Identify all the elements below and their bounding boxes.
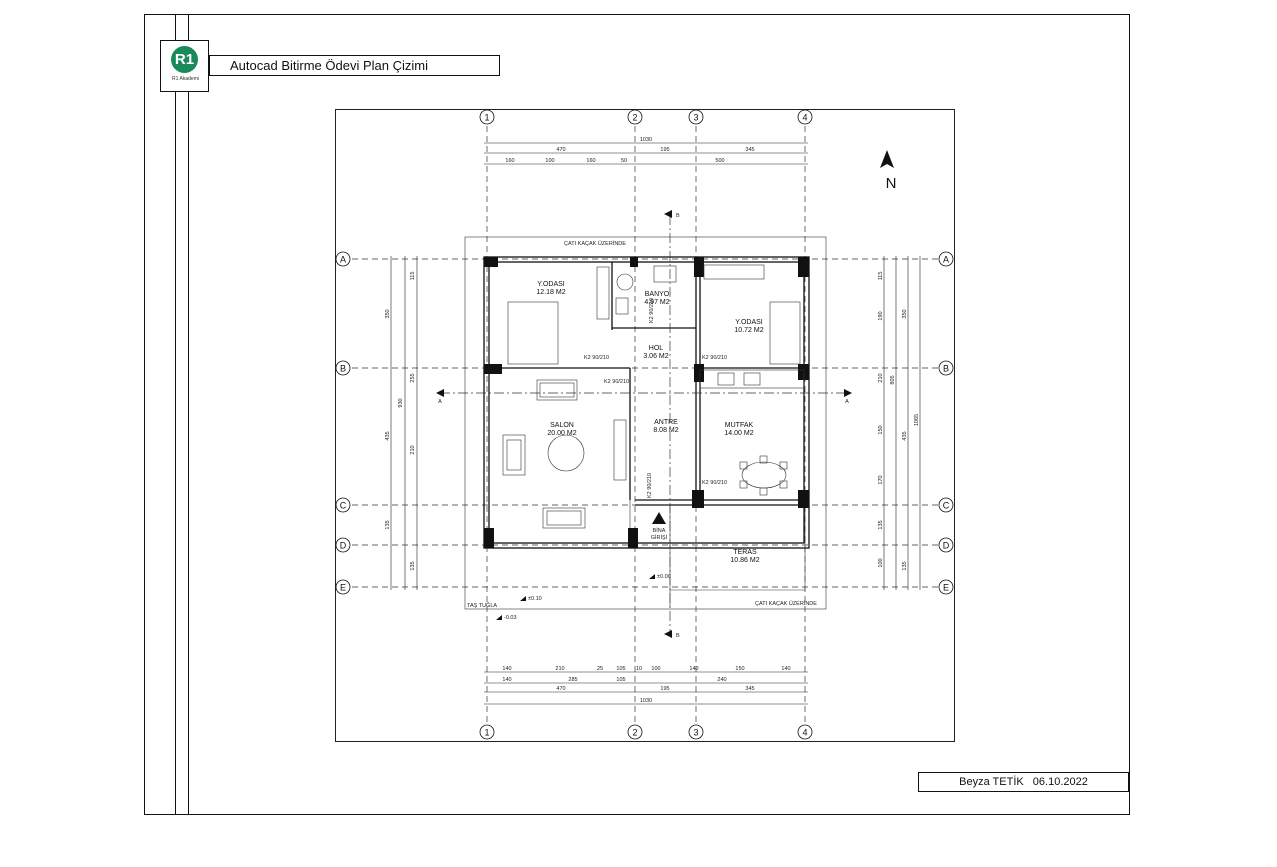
building-entrance — [651, 512, 668, 541]
dim-bottom-detail1-3: 25 — [596, 666, 604, 672]
dim-top-detail-1: 160 — [505, 158, 515, 164]
room-area-terrace: 10.86 M2 — [730, 557, 760, 564]
room-area-bedroom-1: 12.18 M2 — [536, 289, 566, 296]
door-tag: K2 90/210 — [584, 355, 610, 361]
dim-left-a-3: 210 — [410, 445, 416, 455]
dim-top-main-2: 195 — [660, 147, 670, 153]
room-area-bedroom-2: 10.72 M2 — [734, 327, 764, 334]
dim-top-total: 1030 — [639, 137, 653, 143]
section-a-left-label: A — [438, 399, 442, 405]
dim-bottom-main-1: 470 — [556, 686, 566, 692]
column-axis-bubbles — [480, 110, 812, 739]
author-title-block — [918, 772, 1129, 792]
dim-left-b-1: 255 — [410, 373, 416, 383]
dim-bottom-detail1-5: 10 — [635, 666, 643, 672]
elevation-markers — [496, 574, 671, 621]
dim-bottom-detail2-1: 140 — [502, 677, 512, 683]
elevation-marker-icon — [649, 574, 655, 579]
dim-bottom-detail1-4: 105 — [616, 666, 626, 672]
section-marks — [436, 210, 852, 639]
roof-notes — [467, 240, 817, 609]
room-area-kitchen: 14.00 M2 — [724, 430, 754, 437]
room-area-living-room: 20.00 M2 — [547, 430, 577, 437]
axis-label-B-right: B — [942, 363, 950, 374]
drawing-date: 06.10.2022 — [1032, 776, 1088, 788]
drawing-title: Autocad Bitirme Ödevi Plan Çizimi — [209, 55, 500, 76]
room-area-entry: 8.08 M2 — [653, 427, 679, 434]
entrance-label-1: BİNA — [652, 528, 666, 534]
dim-bottom-detail2-2: 285 — [568, 677, 578, 683]
axis-label-B: B — [339, 363, 347, 374]
room-name-hall: HOL — [648, 345, 664, 352]
left-dimensions — [385, 256, 417, 590]
axis-label-2-bottom: 2 — [632, 727, 638, 738]
top-dimensions — [484, 137, 808, 164]
room-name-bedroom-2: Y.ODASI — [735, 319, 763, 326]
dim-right-b-1: 350 — [902, 309, 908, 319]
axis-label-1: 1 — [484, 112, 490, 123]
dim-bottom-detail1-7: 140 — [689, 666, 699, 672]
dim-bottom-detail1-2: 210 — [555, 666, 565, 672]
dim-top-main-1: 470 — [556, 147, 566, 153]
dim-bottom-detail2-4: 240 — [717, 677, 727, 683]
room-name-kitchen: MUTFAK — [724, 422, 754, 429]
door-tag: K2 90/210 — [647, 472, 653, 498]
dim-right-a-8: 135 — [902, 561, 908, 571]
dim-bottom-total: 1030 — [639, 698, 653, 704]
section-b-top-icon — [664, 210, 672, 218]
axis-label-C: C — [339, 500, 347, 511]
section-a-right-label: A — [845, 399, 849, 405]
dim-top-detail-5: 500 — [715, 158, 725, 164]
dim-left-b-2: 930 — [398, 398, 404, 408]
dim-right-a-6: 135 — [878, 520, 884, 530]
dim-bottom-detail1-1: 140 — [502, 666, 512, 672]
elevation-1: ±0.10 — [528, 596, 542, 602]
bottom-dimensions — [484, 666, 808, 704]
room-name-entry: ANTRE — [654, 419, 678, 426]
room-name-bedroom-1: Y.ODASI — [537, 281, 565, 288]
dim-bottom-main-2: 195 — [660, 686, 670, 692]
dim-bottom-detail1-8: 150 — [735, 666, 745, 672]
axis-label-A: A — [339, 254, 347, 265]
logo-subtitle: R1 Akademi — [172, 76, 199, 82]
dim-top-detail-4: 50 — [620, 158, 628, 164]
axis-label-D: D — [339, 540, 347, 551]
elevation-3: ±0.00 — [657, 574, 671, 580]
door-tag: K2 90/210 — [604, 379, 630, 385]
elevation-marker-icon — [496, 615, 502, 620]
axis-label-3: 3 — [693, 112, 699, 123]
axis-label-A-right: A — [942, 254, 950, 265]
axis-label-4: 4 — [802, 112, 808, 123]
door-tag: K2 90/210 — [702, 480, 728, 486]
axis-label-4-bottom: 4 — [802, 727, 808, 738]
dim-left-a-4: 435 — [385, 431, 391, 441]
axis-label-3-bottom: 3 — [693, 727, 699, 738]
axis-label-D-right: D — [942, 540, 950, 551]
dim-right-b-2: 435 — [902, 431, 908, 441]
dim-top-detail-2: 100 — [545, 158, 555, 164]
north-label: N — [885, 175, 897, 192]
section-b-bottom-label: B — [676, 633, 680, 639]
dim-left-a-2: 350 — [385, 309, 391, 319]
dim-bottom-main-3: 345 — [745, 686, 755, 692]
room-area-hall: 3.06 M2 — [643, 353, 669, 360]
section-a-left-icon — [436, 389, 444, 397]
dim-bottom-detail2-3: 105 — [616, 677, 626, 683]
dim-right-b-4: 805 — [890, 375, 896, 385]
door-tag: K2 90/210 — [702, 355, 728, 361]
axis-label-E-right: E — [942, 582, 950, 593]
roof-note-left: TAŞ TUĞLA — [467, 603, 498, 609]
dim-left-a-1: 115 — [410, 271, 416, 281]
north-arrow — [880, 150, 896, 192]
roof-note-top: ÇATI KAÇAK ÜZERİNDE — [564, 241, 626, 247]
entrance-label-2: GİRİŞİ — [650, 535, 668, 541]
axis-label-2: 2 — [632, 112, 638, 123]
grid-axes — [352, 126, 938, 724]
dim-right-a-1: 115 — [878, 271, 884, 281]
elevation-2: -0.03 — [504, 615, 517, 621]
section-b-top-label: B — [676, 213, 680, 219]
roof-note-bottom: ÇATI KAÇAK ÜZERİNDE — [755, 601, 817, 607]
logo-mark: R1 — [171, 46, 198, 73]
dim-top-main-3: 345 — [745, 147, 755, 153]
entrance-arrow-icon — [652, 512, 666, 524]
axis-label-C-right: C — [942, 500, 950, 511]
section-a-right-icon — [844, 389, 852, 397]
dim-right-a-7: 100 — [878, 558, 884, 568]
section-b-bottom-icon — [664, 630, 672, 638]
room-name-bathroom: BANYO — [644, 291, 670, 298]
room-name-living-room: SALON — [550, 422, 574, 429]
dim-right-a-4: 150 — [878, 425, 884, 435]
walls — [484, 257, 809, 608]
dim-bottom-detail1-9: 140 — [781, 666, 791, 672]
axis-label-1-bottom: 1 — [484, 727, 490, 738]
author-name: Beyza TETİK — [959, 776, 1024, 788]
room-area-bathroom: 4.97 M2 — [644, 299, 670, 306]
dim-top-detail-3: 160 — [586, 158, 596, 164]
dim-right-a-5: 170 — [878, 475, 884, 485]
dim-right-a-2: 190 — [878, 311, 884, 321]
north-arrow-icon — [880, 150, 894, 168]
door-tag: K2 90/210 — [649, 297, 655, 323]
axis-label-E: E — [339, 582, 347, 593]
dim-left-a-6: 135 — [410, 561, 416, 571]
dim-bottom-detail1-6: 100 — [651, 666, 661, 672]
dim-right-a-3: 210 — [878, 373, 884, 383]
room-name-terrace: TERAS — [733, 549, 757, 556]
dim-left-a-5: 135 — [385, 520, 391, 530]
right-dimensions — [878, 256, 920, 590]
elevation-marker-icon — [520, 596, 526, 601]
dim-right-b-3: 1065 — [914, 413, 920, 427]
